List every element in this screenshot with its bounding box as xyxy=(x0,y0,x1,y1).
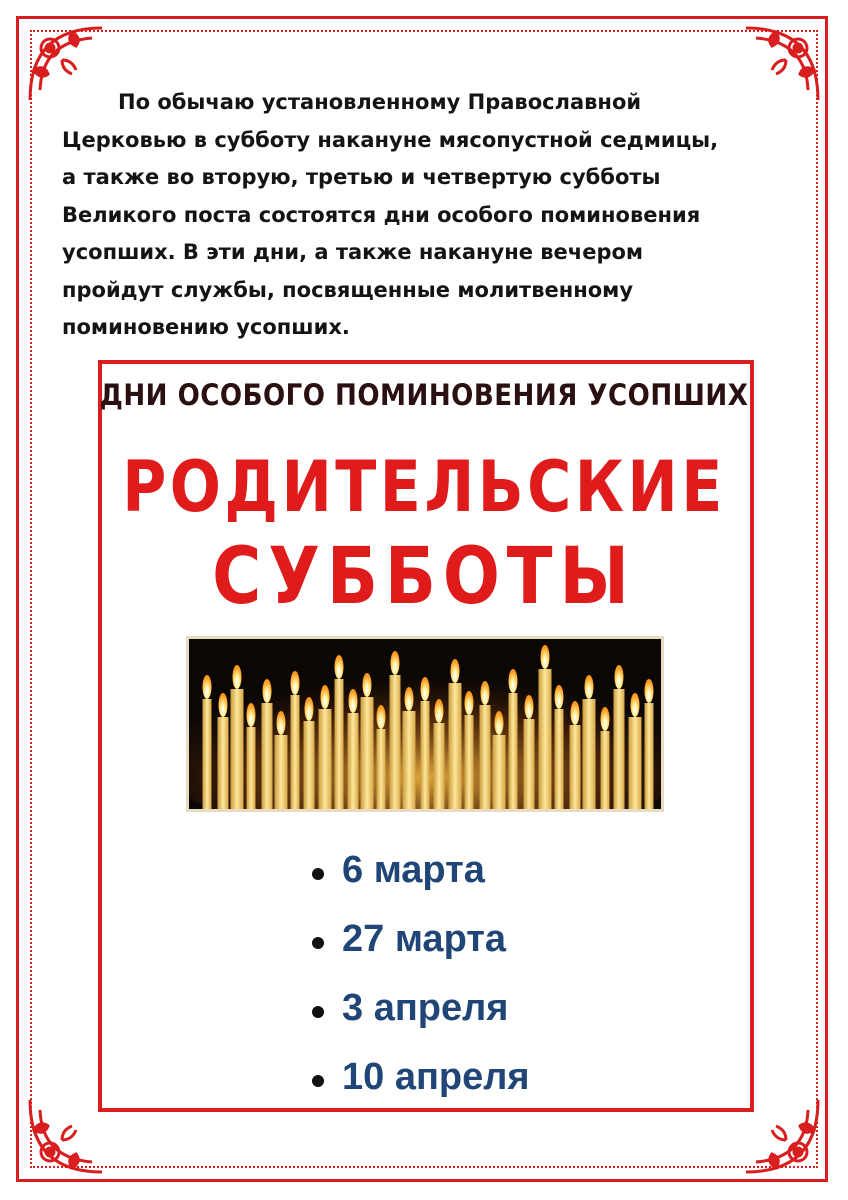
candle xyxy=(465,715,474,809)
candle xyxy=(480,705,491,809)
flame xyxy=(555,685,564,709)
banner-subtitle: ДНИ ОСОБОГО ПОМИНОВЕНИЯ УСОПШИХ xyxy=(99,378,749,412)
list-item xyxy=(312,1043,530,1112)
intro-line: По обычаю установленному Православной xyxy=(118,90,642,114)
candle xyxy=(390,675,401,809)
flame xyxy=(233,665,242,689)
bullet-icon xyxy=(312,1075,324,1087)
intro-line: Великого поста состоятся дни особого поминовения xyxy=(62,202,701,227)
candle xyxy=(218,717,229,809)
flame xyxy=(465,691,474,715)
date-label: 6 марта xyxy=(342,849,485,891)
candle xyxy=(403,711,416,809)
flame xyxy=(291,671,300,695)
candles-photo xyxy=(186,636,664,812)
flame xyxy=(601,707,610,731)
candle xyxy=(319,709,332,809)
intro-paragraph xyxy=(62,84,798,347)
intro-line: поминовению усопших. xyxy=(62,315,350,339)
banner-title-line1: РОДИТЕЛЬСКИЕ xyxy=(122,446,726,528)
candles-illustration xyxy=(189,639,661,809)
candle xyxy=(645,703,654,809)
candle xyxy=(555,709,564,809)
candle xyxy=(361,697,374,809)
intro-line: пройдут службы, посвященные молитвенному xyxy=(62,277,634,302)
dates-list xyxy=(312,836,530,1112)
flame xyxy=(263,679,272,703)
candle xyxy=(421,701,430,809)
candle xyxy=(449,683,462,809)
banner-title-line2: СУББОТЫ xyxy=(212,532,636,622)
intro-line: усопших. В эти дни, а также накануне вечером xyxy=(62,240,644,264)
flame xyxy=(631,693,640,717)
flame xyxy=(509,669,518,693)
candle xyxy=(539,669,552,809)
candle xyxy=(291,695,300,809)
flame xyxy=(349,689,358,713)
flame xyxy=(571,701,580,725)
candle xyxy=(493,735,506,809)
flame xyxy=(219,693,228,717)
candle xyxy=(434,723,445,809)
flame xyxy=(495,711,504,735)
bullet-icon xyxy=(312,937,324,949)
flame xyxy=(203,675,212,699)
bullet-icon xyxy=(312,1006,324,1018)
candle xyxy=(614,689,625,809)
candle xyxy=(203,699,212,809)
flame xyxy=(405,687,414,711)
list-item xyxy=(312,905,530,974)
flame xyxy=(277,711,286,735)
list-item xyxy=(312,974,530,1043)
flame xyxy=(305,697,314,721)
candle xyxy=(304,721,315,809)
flame xyxy=(377,705,386,729)
candle xyxy=(524,719,535,809)
list-item xyxy=(312,836,530,905)
candle xyxy=(231,689,244,809)
flame xyxy=(541,645,550,669)
flame xyxy=(247,703,256,727)
candle xyxy=(629,717,642,809)
candle xyxy=(509,693,518,809)
flame xyxy=(321,685,330,709)
flame xyxy=(585,675,594,699)
candle xyxy=(601,731,610,809)
date-label: 27 марта xyxy=(342,918,507,960)
candle xyxy=(335,679,344,809)
flame xyxy=(363,673,372,697)
flame xyxy=(615,665,624,689)
flame xyxy=(421,677,430,701)
candle xyxy=(377,729,386,809)
flame xyxy=(645,679,654,703)
date-label: 10 апреля xyxy=(342,1056,530,1098)
intro-line: а также во вторую, третью и четвертую субботы xyxy=(62,165,661,189)
candle xyxy=(583,699,596,809)
flame xyxy=(451,659,460,683)
flame xyxy=(391,651,400,675)
candle xyxy=(262,703,273,809)
candle xyxy=(348,713,359,809)
candle xyxy=(570,725,581,809)
flame xyxy=(335,655,344,679)
date-label: 3 апреля xyxy=(342,987,509,1029)
bullet-icon xyxy=(312,868,324,880)
flame xyxy=(525,695,534,719)
candle xyxy=(247,727,256,809)
intro-line: Церковью в субботу накануне мясопустной седмицы, xyxy=(62,127,719,152)
flame xyxy=(435,699,444,723)
flame xyxy=(481,681,490,705)
candle xyxy=(275,735,288,809)
